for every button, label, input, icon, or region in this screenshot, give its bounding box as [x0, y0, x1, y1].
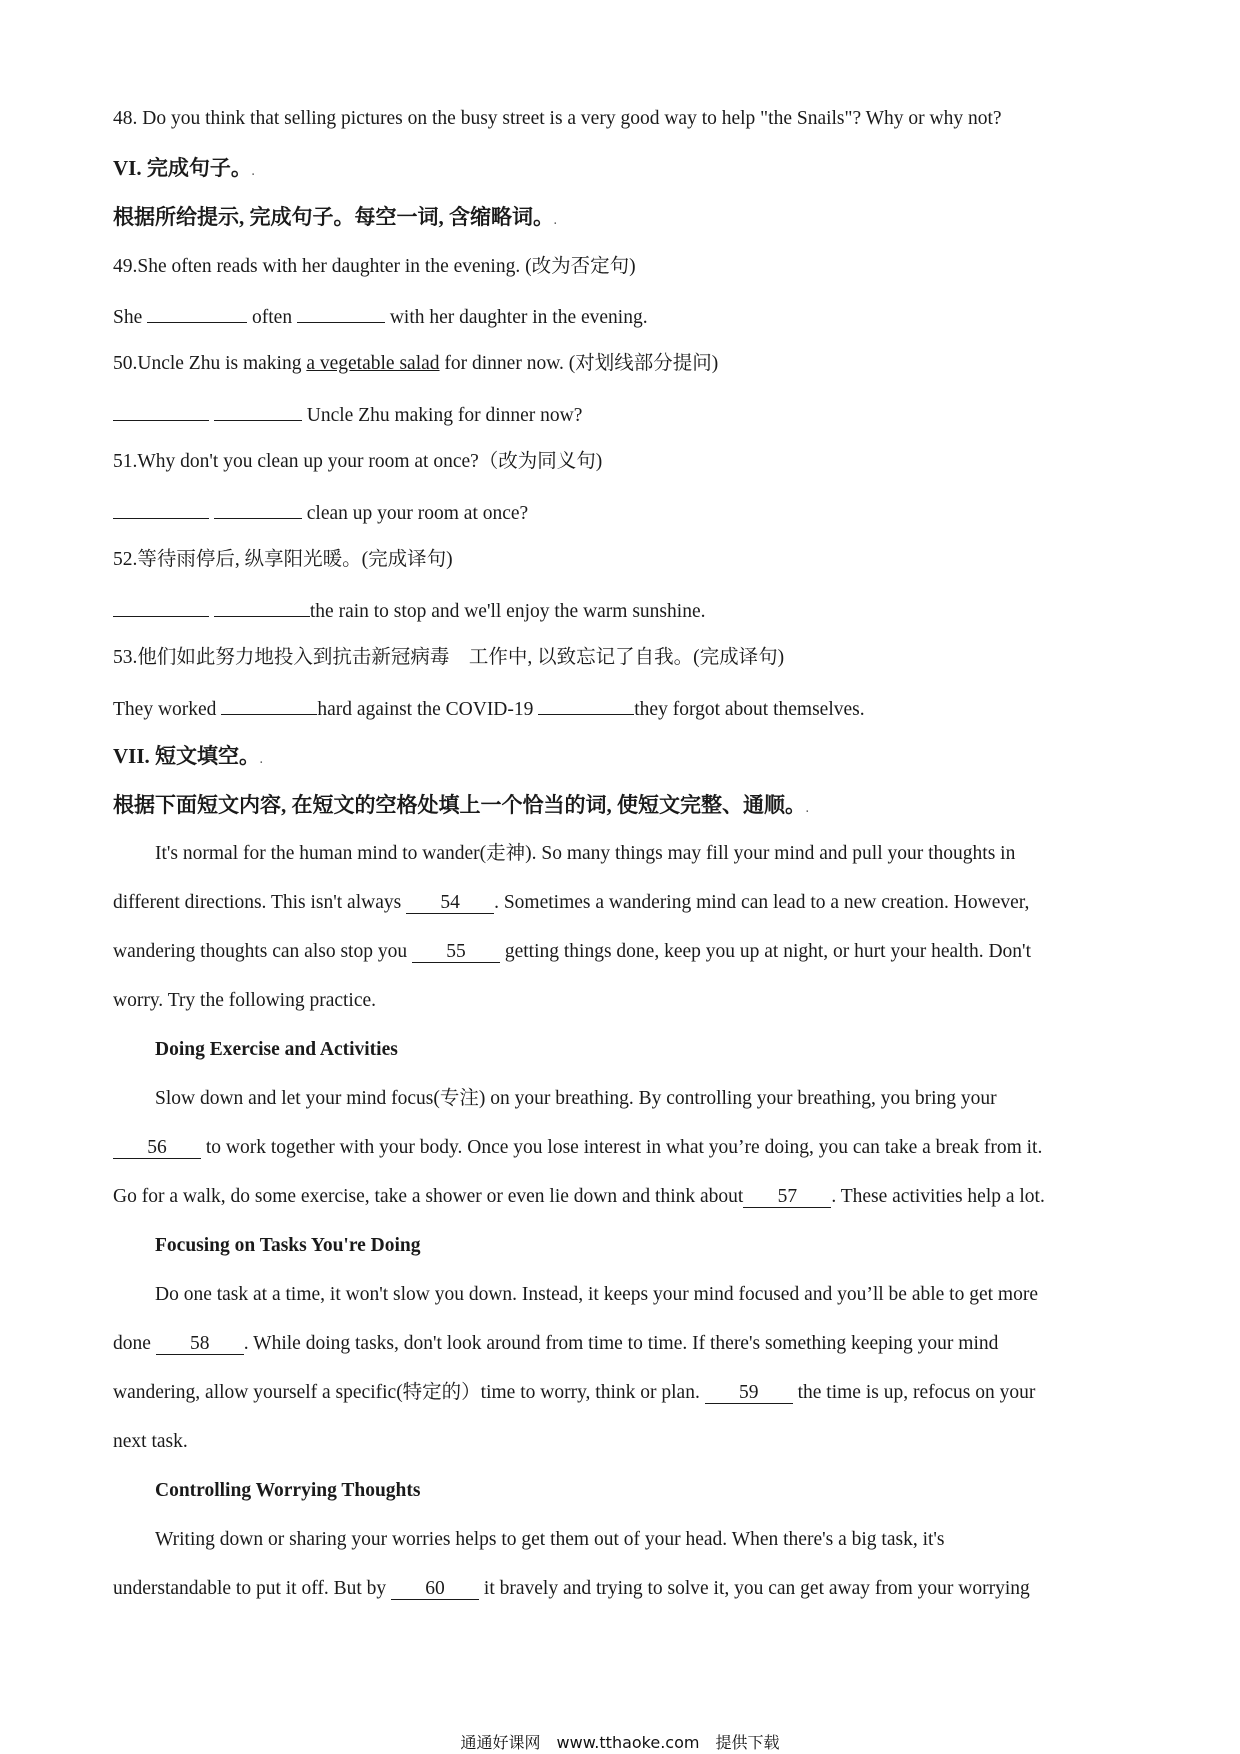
section-6-instruction: [113, 204, 557, 235]
question-51-answer: [113, 498, 528, 527]
answer-blank[interactable]: [297, 302, 385, 323]
q52-answer-text: the rain to stop and we'll enjoy the warm sunshine.: [309, 601, 706, 622]
question-52-answer: [113, 596, 705, 625]
section-6-title-text: VI. 完成句子。: [113, 156, 252, 180]
answer-blank[interactable]: [214, 400, 302, 421]
blank-57[interactable]: 57: [743, 1187, 831, 1208]
answer-blank[interactable]: [113, 400, 209, 421]
passage-line: Slow down and let your mind focus(专注) on your breathing. By controlling your breathing, you bring your: [155, 1088, 997, 1109]
q50-text-1: 50.Uncle Zhu is making: [113, 353, 307, 374]
answer-blank[interactable]: [221, 694, 317, 715]
q53-text-2: hard against the COVID-19: [317, 699, 534, 720]
section-6-title: [113, 155, 254, 186]
answer-blank[interactable]: [538, 694, 634, 715]
subheading-controlling: Controlling Worrying Thoughts: [155, 1480, 421, 1501]
answer-blank[interactable]: [214, 498, 302, 519]
section-6-instruction-text: 根据所给提示, 完成句子。每空一词, 含缩略词。: [113, 205, 554, 229]
q51-answer-text: clean up your room at once?: [306, 503, 529, 524]
passage-text: understandable to put it off. But by: [113, 1578, 387, 1599]
passage-text: wandering thoughts can also stop you: [113, 941, 408, 962]
question-53-answer: [113, 694, 865, 723]
passage-line: [113, 939, 1031, 965]
q49-text-3: with her daughter in the evening.: [389, 307, 648, 328]
answer-blank[interactable]: [113, 596, 209, 617]
passage-line: worry. Try the following practice.: [113, 990, 377, 1011]
passage-line: [113, 1184, 1045, 1210]
passage-text: . While doing tasks, don't look around from time to time. If there's something keeping your mind: [243, 1333, 999, 1354]
section-dot: .: [260, 755, 263, 766]
passage-line: next task.: [113, 1431, 188, 1452]
passage-line: [113, 1331, 998, 1357]
page-footer: 通通好课网 www.tthaoke.com 提供下载: [460, 1733, 780, 1752]
passage-line: [113, 890, 1029, 916]
blank-54[interactable]: 54: [406, 893, 494, 914]
question-50-prompt: [113, 351, 718, 377]
question-49-answer: [113, 302, 648, 331]
question-53-prompt: 53.他们如此努力地投入到抗击新冠病毒 工作中, 以致忘记了自我。(完成译句): [113, 647, 785, 668]
q49-text-1: She: [113, 307, 143, 328]
passage-line: [113, 1380, 1035, 1406]
passage-line: Writing down or sharing your worries helps to get them out of your head. When there's a big task, it's: [155, 1529, 945, 1550]
blank-56[interactable]: 56: [113, 1138, 201, 1159]
passage-line: [113, 1576, 1030, 1602]
passage-text: getting things done, keep you up at night, or hurt your health. Don't: [504, 941, 1031, 962]
section-7-instruction-text: 根据下面短文内容, 在短文的空格处填上一个恰当的词, 使短文完整、通顺。: [113, 793, 806, 817]
passage-text: wandering, allow yourself a specific(特定的）time to worry, think or plan.: [113, 1382, 700, 1403]
blank-60[interactable]: 60: [391, 1579, 479, 1600]
section-7-instruction: [113, 792, 809, 823]
q49-text-2: often: [252, 307, 293, 328]
q50-underlined-phrase: a vegetable salad: [306, 353, 440, 374]
q53-text-1: They worked: [113, 699, 217, 720]
q53-text-3: they forgot about themselves.: [634, 699, 865, 720]
blank-55[interactable]: 55: [412, 942, 500, 963]
passage-line: Do one task at a time, it won't slow you down. Instead, it keeps your mind focused and you’ll be able to get more: [155, 1284, 1038, 1305]
q50-answer-text: Uncle Zhu making for dinner now?: [306, 405, 583, 426]
subheading-focusing: Focusing on Tasks You're Doing: [155, 1235, 421, 1256]
passage-line: [113, 1135, 1042, 1161]
passage-text: . These activities help a lot.: [831, 1186, 1045, 1207]
question-50-answer: [113, 400, 582, 429]
section-7-title-text: VII. 短文填空。: [113, 744, 261, 768]
passage-text: the time is up, refocus on your: [797, 1382, 1036, 1403]
passage-text: different directions. This isn't always: [113, 892, 402, 913]
passage-text: to work together with your body. Once you lose interest in what you’re doing, you can take a break from it.: [205, 1137, 1043, 1158]
passage-line: It's normal for the human mind to wander(走神). So many things may fill your mind and pull your thoughts in: [155, 843, 1016, 864]
section-dot: .: [806, 804, 809, 815]
section-dot: .: [554, 216, 557, 227]
question-51-prompt: 51.Why don't you clean up your room at once?（改为同义句): [113, 451, 603, 472]
answer-blank[interactable]: [214, 596, 310, 617]
subheading-exercise: Doing Exercise and Activities: [155, 1039, 398, 1060]
passage-text: it bravely and trying to solve it, you can get away from your worrying: [483, 1578, 1030, 1599]
section-7-title: [113, 743, 263, 774]
blank-59[interactable]: 59: [705, 1383, 793, 1404]
blank-58[interactable]: 58: [156, 1334, 244, 1355]
passage-text: Go for a walk, do some exercise, take a shower or even lie down and think about: [113, 1186, 744, 1207]
passage-text: . Sometimes a wandering mind can lead to a new creation. However,: [494, 892, 1030, 913]
answer-blank[interactable]: [113, 498, 209, 519]
question-49-prompt: 49.She often reads with her daughter in the evening. (改为否定句): [113, 256, 636, 277]
q50-text-2: for dinner now. (对划线部分提问): [439, 353, 719, 374]
question-48: 48. Do you think that selling pictures on the busy street is a very good way to help "the Snails"? Why or why not?: [113, 108, 1002, 129]
question-52-prompt: 52.等待雨停后, 纵享阳光暖。(完成译句): [113, 549, 453, 570]
passage-text: done: [113, 1333, 151, 1354]
section-dot: .: [251, 167, 255, 178]
answer-blank[interactable]: [147, 302, 247, 323]
